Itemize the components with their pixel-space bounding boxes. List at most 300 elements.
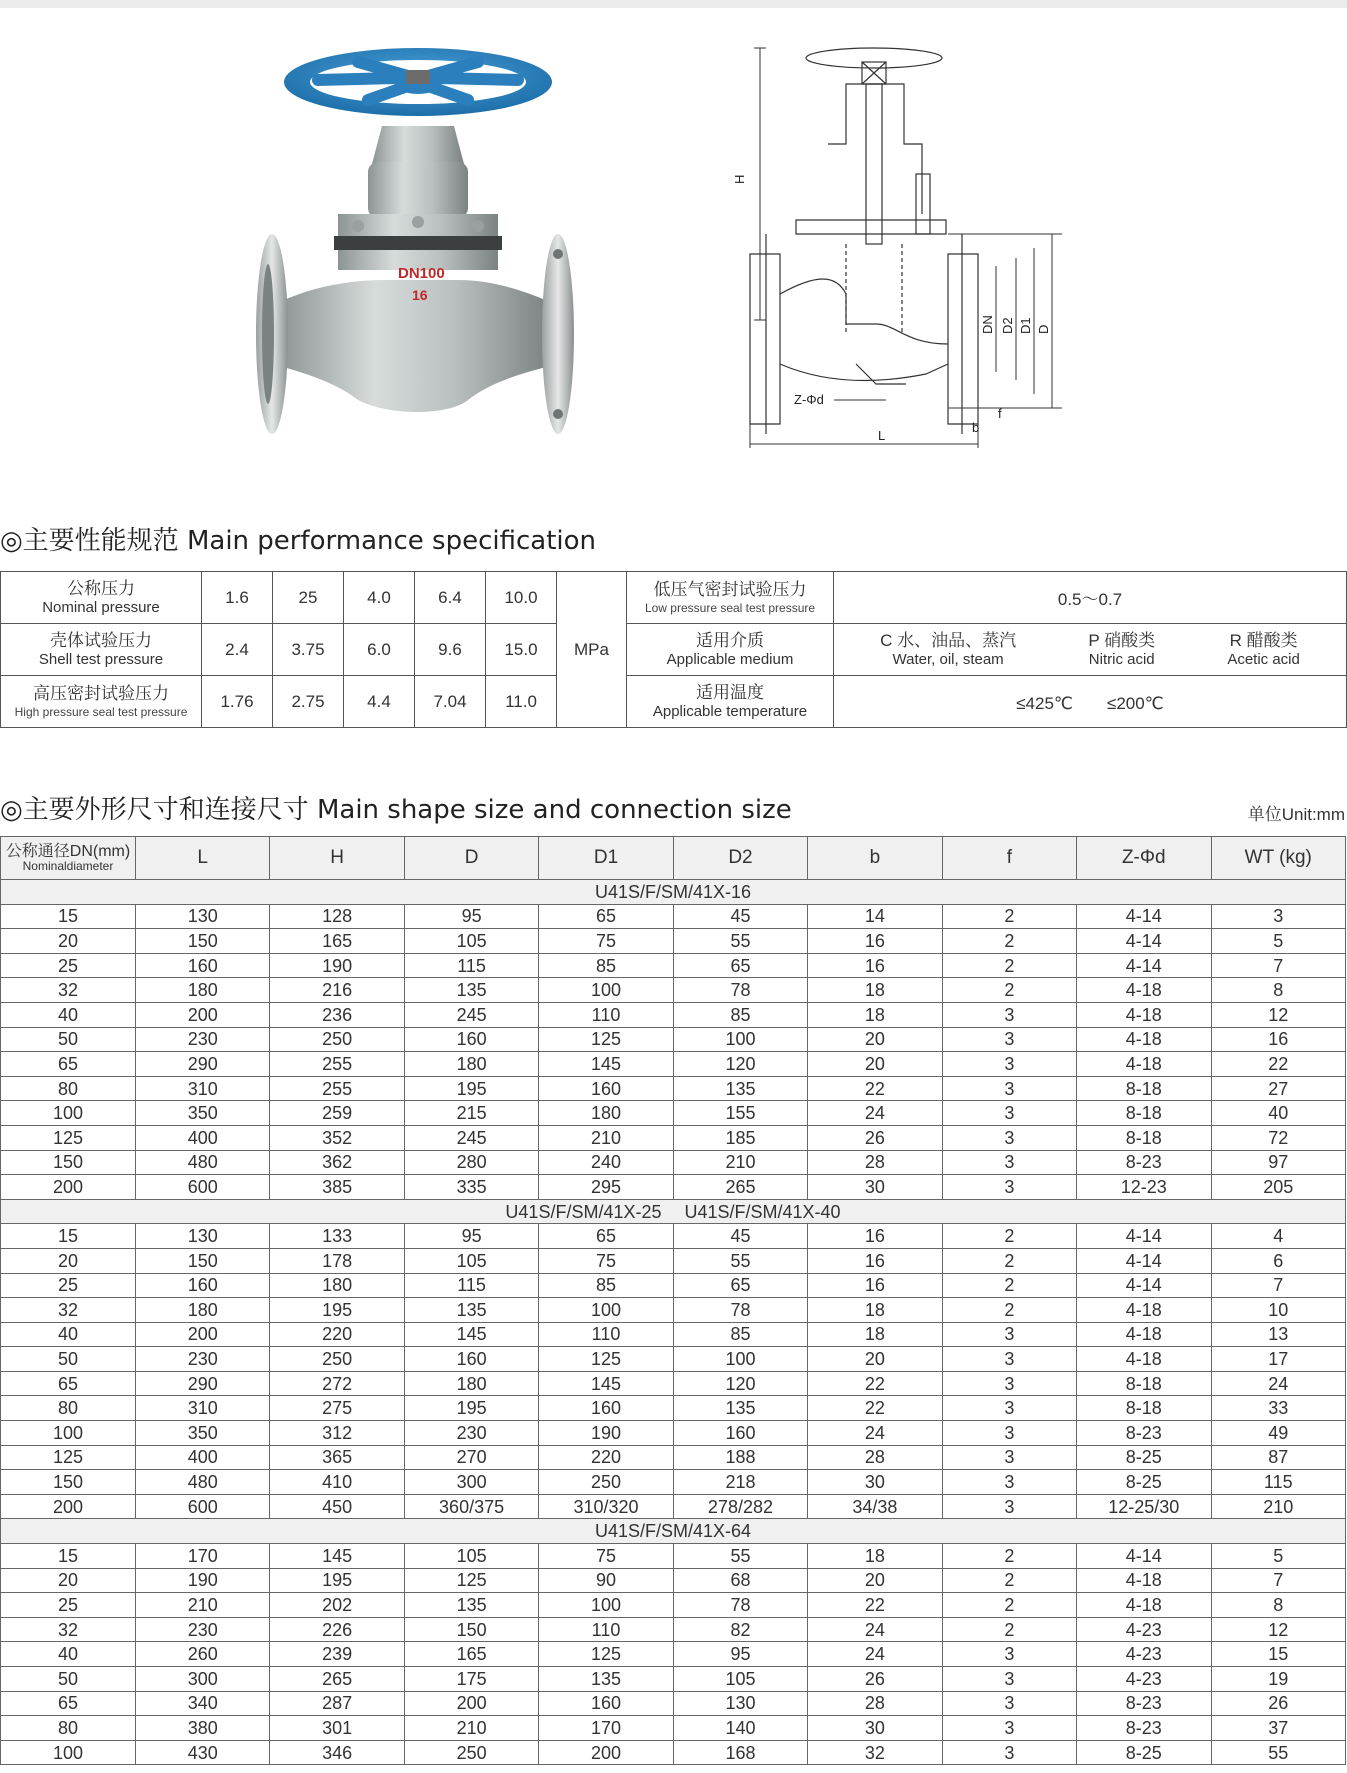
table-cell: 50 [1, 1347, 136, 1372]
model-group-title: U41S/F/SM/41X-16 [1, 880, 1346, 905]
table-cell: 2 [942, 1544, 1076, 1569]
table-cell: 100 [539, 1593, 673, 1618]
table-cell: 135 [404, 978, 538, 1003]
table-cell: 135 [673, 1076, 807, 1101]
top-strip [0, 0, 1347, 8]
table-cell: 2 [942, 1273, 1076, 1298]
table-cell: 200 [404, 1691, 538, 1716]
table-cell: 250 [404, 1740, 538, 1765]
table-cell: 245 [404, 1002, 538, 1027]
table-cell: 25 [1, 953, 136, 978]
table-cell: 105 [404, 1248, 538, 1273]
table-cell: 120 [673, 1052, 807, 1077]
table-cell: 115 [404, 953, 538, 978]
dimensions-section-title: ◎主要外形尺寸和连接尺寸 Main shape size and connection size [0, 795, 792, 825]
table-cell: 145 [404, 1322, 538, 1347]
table-cell: 135 [673, 1396, 807, 1421]
table-cell: 8-25 [1077, 1445, 1211, 1470]
table-cell: 346 [270, 1740, 404, 1765]
table-cell: 28 [808, 1691, 942, 1716]
table-row [1, 1617, 1346, 1642]
spec-value: 1.6 [202, 572, 273, 624]
table-row [1, 1371, 1346, 1396]
table-cell: 8-25 [1077, 1470, 1211, 1495]
table-cell: 4-14 [1077, 904, 1211, 929]
spec-label-cell [1, 676, 202, 728]
medium-item [1227, 631, 1300, 669]
table-cell: 180 [404, 1371, 538, 1396]
table-cell: 85 [673, 1322, 807, 1347]
table-cell: 210 [1211, 1494, 1346, 1519]
table-cell: 160 [404, 1027, 538, 1052]
table-cell: 250 [270, 1027, 404, 1052]
table-cell: 16 [808, 953, 942, 978]
table-cell: 20 [808, 1347, 942, 1372]
table-cell: 188 [673, 1445, 807, 1470]
table-cell: 19 [1211, 1667, 1346, 1692]
table-cell: 34/38 [808, 1494, 942, 1519]
table-cell: 125 [539, 1642, 673, 1667]
table-cell: 4-18 [1077, 1027, 1211, 1052]
table-row [1, 1150, 1346, 1175]
table-cell: 265 [673, 1175, 807, 1200]
table-row [1, 1544, 1346, 1569]
table-cell: 145 [539, 1052, 673, 1077]
table-cell: 65 [673, 953, 807, 978]
table-cell: 200 [136, 1002, 270, 1027]
table-cell: 40 [1211, 1101, 1346, 1126]
table-row [1, 1248, 1346, 1273]
table-cell: 160 [136, 1273, 270, 1298]
table-cell: 3 [942, 1396, 1076, 1421]
table-cell: 220 [270, 1322, 404, 1347]
table-cell: 250 [539, 1470, 673, 1495]
table-cell: 24 [808, 1421, 942, 1446]
header-nominal-diameter-zh: 公称通径DN(mm) [5, 843, 131, 860]
table-cell: 178 [270, 1248, 404, 1273]
temperature-label-en: Applicable temperature [652, 702, 808, 720]
table-cell: 4-23 [1077, 1617, 1211, 1642]
table-cell: 3 [942, 1175, 1076, 1200]
table-row [1, 1445, 1346, 1470]
table-cell: 310/320 [539, 1494, 673, 1519]
table-cell: 210 [136, 1593, 270, 1618]
table-cell: 8-18 [1077, 1125, 1211, 1150]
drawing-label-f: f [998, 406, 1002, 421]
table-cell: 75 [539, 1248, 673, 1273]
table-cell: 230 [404, 1421, 538, 1446]
header-l: L [136, 837, 270, 880]
spec-label-en: Nominal pressure [42, 598, 160, 616]
table-cell: 200 [1, 1175, 136, 1200]
table-cell: 12 [1211, 1617, 1346, 1642]
table-cell: 4-23 [1077, 1642, 1211, 1667]
table-cell: 4-14 [1077, 953, 1211, 978]
table-row [1, 904, 1346, 929]
model-group-row [1, 1199, 1346, 1224]
table-row [1, 1740, 1346, 1765]
table-cell: 85 [673, 1002, 807, 1027]
table-cell: 150 [136, 929, 270, 954]
table-cell: 125 [404, 1568, 538, 1593]
table-cell: 155 [673, 1101, 807, 1126]
table-cell: 26 [1211, 1691, 1346, 1716]
table-cell: 26 [808, 1125, 942, 1150]
spec-value: 4.4 [344, 676, 415, 728]
table-cell: 7 [1211, 1568, 1346, 1593]
table-cell: 600 [136, 1175, 270, 1200]
table-cell: 78 [673, 1298, 807, 1323]
table-cell: 216 [270, 978, 404, 1003]
table-cell: 3 [942, 1027, 1076, 1052]
table-cell: 352 [270, 1125, 404, 1150]
table-cell: 32 [1, 1617, 136, 1642]
table-cell: 97 [1211, 1150, 1346, 1175]
table-cell: 18 [808, 1544, 942, 1569]
table-cell: 450 [270, 1494, 404, 1519]
table-cell: 4-18 [1077, 1593, 1211, 1618]
table-cell: 3 [942, 1642, 1076, 1667]
table-cell: 18 [808, 978, 942, 1003]
table-cell: 18 [808, 1002, 942, 1027]
table-cell: 16 [808, 1248, 942, 1273]
table-cell: 130 [136, 904, 270, 929]
table-row [1, 1691, 1346, 1716]
drawing-label-d1: D1 [1018, 317, 1033, 334]
drawing-label-zd: Z-Φd [794, 392, 824, 407]
header-d2: D2 [673, 837, 807, 880]
low-pressure-label-cell [627, 572, 834, 624]
table-cell: 22 [808, 1371, 942, 1396]
table-row [1, 1052, 1346, 1077]
table-cell: 28 [808, 1445, 942, 1470]
table-cell: 8-23 [1077, 1421, 1211, 1446]
table-cell: 4-18 [1077, 1568, 1211, 1593]
table-cell: 50 [1, 1667, 136, 1692]
performance-spec-table [0, 571, 1347, 728]
table-cell: 3 [942, 1470, 1076, 1495]
valve-dimension-drawing [732, 44, 1088, 454]
table-cell: 16 [1211, 1027, 1346, 1052]
table-cell: 210 [673, 1150, 807, 1175]
table-cell: 6 [1211, 1248, 1346, 1273]
table-cell: 200 [136, 1322, 270, 1347]
table-cell: 8-23 [1077, 1716, 1211, 1741]
table-cell: 226 [270, 1617, 404, 1642]
table-cell: 8-18 [1077, 1076, 1211, 1101]
table-row [1, 1273, 1346, 1298]
table-cell: 65 [673, 1273, 807, 1298]
spec-value: 4.0 [344, 572, 415, 624]
table-cell: 27 [1211, 1076, 1346, 1101]
table-cell: 72 [1211, 1125, 1346, 1150]
table-cell: 236 [270, 1002, 404, 1027]
table-cell: 3 [942, 1421, 1076, 1446]
table-cell: 95 [673, 1642, 807, 1667]
table-cell: 265 [270, 1667, 404, 1692]
table-cell: 65 [1, 1691, 136, 1716]
table-cell: 3 [942, 1076, 1076, 1101]
table-row [1, 953, 1346, 978]
table-cell: 110 [539, 1617, 673, 1642]
table-row [1, 1175, 1346, 1200]
table-cell: 125 [1, 1125, 136, 1150]
table-cell: 22 [808, 1593, 942, 1618]
table-cell: 85 [539, 953, 673, 978]
table-cell: 7 [1211, 953, 1346, 978]
table-row [1, 1101, 1346, 1126]
spec-label-cell [1, 572, 202, 624]
table-cell: 160 [673, 1421, 807, 1446]
table-cell: 8-18 [1077, 1371, 1211, 1396]
table-cell: 350 [136, 1101, 270, 1126]
model-group-row [1, 1519, 1346, 1544]
table-cell: 8-25 [1077, 1740, 1211, 1765]
table-cell: 110 [539, 1322, 673, 1347]
table-cell: 3 [942, 1101, 1076, 1126]
table-cell: 75 [539, 929, 673, 954]
table-cell: 175 [404, 1667, 538, 1692]
dimensions-body [1, 880, 1346, 1765]
table-cell: 4-18 [1077, 1298, 1211, 1323]
table-cell: 350 [136, 1421, 270, 1446]
table-cell: 135 [404, 1298, 538, 1323]
spec-value: 11.0 [486, 676, 557, 728]
medium-item-zh: R 醋酸类 [1229, 630, 1298, 650]
table-cell: 45 [673, 904, 807, 929]
spec-label-zh: 壳体试验压力 [50, 630, 152, 650]
table-row [1, 1494, 1346, 1519]
table-cell: 115 [404, 1273, 538, 1298]
medium-item [880, 631, 1016, 669]
dimensions-table [0, 836, 1346, 1765]
table-cell: 180 [136, 1298, 270, 1323]
header-b: b [808, 837, 942, 880]
table-cell: 16 [808, 1273, 942, 1298]
medium-item-en: Water, oil, steam [892, 650, 1004, 668]
table-cell: 40 [1, 1642, 136, 1667]
table-cell: 310 [136, 1396, 270, 1421]
table-cell: 15 [1, 1224, 136, 1249]
table-cell: 24 [808, 1617, 942, 1642]
table-cell: 272 [270, 1371, 404, 1396]
table-row [1, 1224, 1346, 1249]
table-cell: 15 [1, 1544, 136, 1569]
table-cell: 100 [539, 978, 673, 1003]
table-cell: 360/375 [404, 1494, 538, 1519]
table-cell: 301 [270, 1716, 404, 1741]
table-cell: 4-18 [1077, 1052, 1211, 1077]
table-cell: 85 [539, 1273, 673, 1298]
table-cell: 2 [942, 1248, 1076, 1273]
spec-unit: MPa [557, 572, 627, 728]
table-cell: 300 [404, 1470, 538, 1495]
table-cell: 165 [404, 1642, 538, 1667]
spec-label-cell [1, 624, 202, 676]
table-cell: 480 [136, 1470, 270, 1495]
table-cell: 130 [136, 1224, 270, 1249]
table-cell: 275 [270, 1396, 404, 1421]
table-row [1, 1470, 1346, 1495]
table-cell: 335 [404, 1175, 538, 1200]
table-cell: 2 [942, 978, 1076, 1003]
spec-row-shell [1, 624, 1347, 676]
table-cell: 410 [270, 1470, 404, 1495]
table-cell: 180 [136, 978, 270, 1003]
table-cell: 2 [942, 953, 1076, 978]
spec-value: 2.4 [202, 624, 273, 676]
table-row [1, 1322, 1346, 1347]
spec-value: 1.76 [202, 676, 273, 728]
table-cell: 140 [673, 1716, 807, 1741]
table-cell: 45 [673, 1224, 807, 1249]
table-cell: 8-18 [1077, 1396, 1211, 1421]
table-cell: 20 [1, 1568, 136, 1593]
table-cell: 312 [270, 1421, 404, 1446]
medium-label-cell [627, 624, 834, 676]
table-cell: 145 [270, 1544, 404, 1569]
table-cell: 7 [1211, 1273, 1346, 1298]
table-cell: 130 [673, 1691, 807, 1716]
spec-row-nominal [1, 572, 1347, 624]
table-cell: 195 [404, 1076, 538, 1101]
table-cell: 115 [1211, 1470, 1346, 1495]
table-cell: 12-23 [1077, 1175, 1211, 1200]
table-cell: 125 [539, 1027, 673, 1052]
table-cell: 40 [1, 1002, 136, 1027]
performance-section-title: ◎主要性能规范 Main performance specification [0, 526, 597, 556]
spec-value: 6.0 [344, 624, 415, 676]
table-cell: 3 [942, 1691, 1076, 1716]
table-cell: 80 [1, 1716, 136, 1741]
table-cell: 30 [808, 1470, 942, 1495]
table-cell: 37 [1211, 1716, 1346, 1741]
photo-pressure-marking: 16 [412, 287, 428, 303]
table-cell: 3 [942, 1740, 1076, 1765]
table-cell: 25 [1, 1273, 136, 1298]
spec-row-high-pressure [1, 676, 1347, 728]
table-cell: 8-23 [1077, 1150, 1211, 1175]
table-cell: 160 [404, 1347, 538, 1372]
table-cell: 100 [539, 1298, 673, 1323]
table-cell: 12-25/30 [1077, 1494, 1211, 1519]
table-cell: 15 [1, 904, 136, 929]
table-cell: 2 [942, 1568, 1076, 1593]
medium-item-en: Acetic acid [1227, 650, 1300, 668]
unit-label: 单位Unit:mm [1247, 805, 1345, 824]
table-cell: 400 [136, 1445, 270, 1470]
header-nominal-diameter [1, 837, 136, 880]
table-cell: 8-23 [1077, 1691, 1211, 1716]
table-cell: 55 [673, 1544, 807, 1569]
spec-label-zh: 高压密封试验压力 [33, 683, 169, 703]
table-cell: 50 [1, 1027, 136, 1052]
table-cell: 290 [136, 1371, 270, 1396]
table-cell: 65 [1, 1052, 136, 1077]
table-cell: 133 [270, 1224, 404, 1249]
table-cell: 150 [1, 1470, 136, 1495]
table-row [1, 1593, 1346, 1618]
table-cell: 185 [673, 1125, 807, 1150]
medium-label-zh: 适用介质 [696, 630, 764, 650]
table-cell: 15 [1211, 1642, 1346, 1667]
table-row [1, 1421, 1346, 1446]
table-cell: 30 [808, 1175, 942, 1200]
table-cell: 3 [942, 1052, 1076, 1077]
spec-label-zh: 公称压力 [67, 578, 135, 598]
table-cell: 190 [136, 1568, 270, 1593]
table-cell: 8 [1211, 1593, 1346, 1618]
table-cell: 362 [270, 1150, 404, 1175]
drawing-label-b: b [972, 420, 980, 435]
table-cell: 80 [1, 1076, 136, 1101]
table-cell: 55 [673, 929, 807, 954]
table-cell: 32 [1, 978, 136, 1003]
table-cell: 105 [404, 929, 538, 954]
table-cell: 16 [808, 929, 942, 954]
table-cell: 20 [808, 1027, 942, 1052]
medium-values-cell [834, 624, 1347, 676]
header-f: f [942, 837, 1076, 880]
table-cell: 180 [270, 1273, 404, 1298]
table-cell: 220 [539, 1445, 673, 1470]
table-cell: 4-23 [1077, 1667, 1211, 1692]
table-cell: 150 [404, 1617, 538, 1642]
table-cell: 128 [270, 904, 404, 929]
table-cell: 100 [1, 1421, 136, 1446]
medium-item-zh: C 水、油品、蒸汽 [880, 630, 1017, 650]
table-cell: 3 [942, 1371, 1076, 1396]
table-cell: 30 [808, 1716, 942, 1741]
table-cell: 65 [539, 904, 673, 929]
table-cell: 55 [1211, 1740, 1346, 1765]
drawing-label-l: L [878, 428, 886, 443]
table-cell: 32 [808, 1740, 942, 1765]
spec-label-en: Shell test pressure [38, 650, 164, 668]
table-cell: 278/282 [673, 1494, 807, 1519]
table-cell: 65 [539, 1224, 673, 1249]
table-cell: 65 [1, 1371, 136, 1396]
table-cell: 100 [673, 1347, 807, 1372]
table-cell: 75 [539, 1544, 673, 1569]
medium-label-en: Applicable medium [666, 650, 794, 668]
table-cell: 239 [270, 1642, 404, 1667]
table-row [1, 1076, 1346, 1101]
table-cell: 22 [808, 1396, 942, 1421]
table-cell: 480 [136, 1150, 270, 1175]
table-cell: 202 [270, 1593, 404, 1618]
table-cell: 255 [270, 1052, 404, 1077]
table-cell: 3 [942, 1347, 1076, 1372]
table-cell: 26 [808, 1667, 942, 1692]
table-row [1, 1298, 1346, 1323]
table-cell: 100 [1, 1740, 136, 1765]
table-cell: 365 [270, 1445, 404, 1470]
table-cell: 3 [942, 1667, 1076, 1692]
header-weight: WT (kg) [1211, 837, 1346, 880]
table-cell: 4-18 [1077, 1347, 1211, 1372]
table-cell: 5 [1211, 1544, 1346, 1569]
table-cell: 2 [942, 1617, 1076, 1642]
table-cell: 18 [808, 1298, 942, 1323]
spec-value: 9.6 [415, 624, 486, 676]
table-row [1, 1027, 1346, 1052]
table-cell: 215 [404, 1101, 538, 1126]
table-cell: 2 [942, 929, 1076, 954]
table-cell: 20 [808, 1052, 942, 1077]
valve-photo [258, 44, 574, 436]
temperature-label-cell [627, 676, 834, 728]
